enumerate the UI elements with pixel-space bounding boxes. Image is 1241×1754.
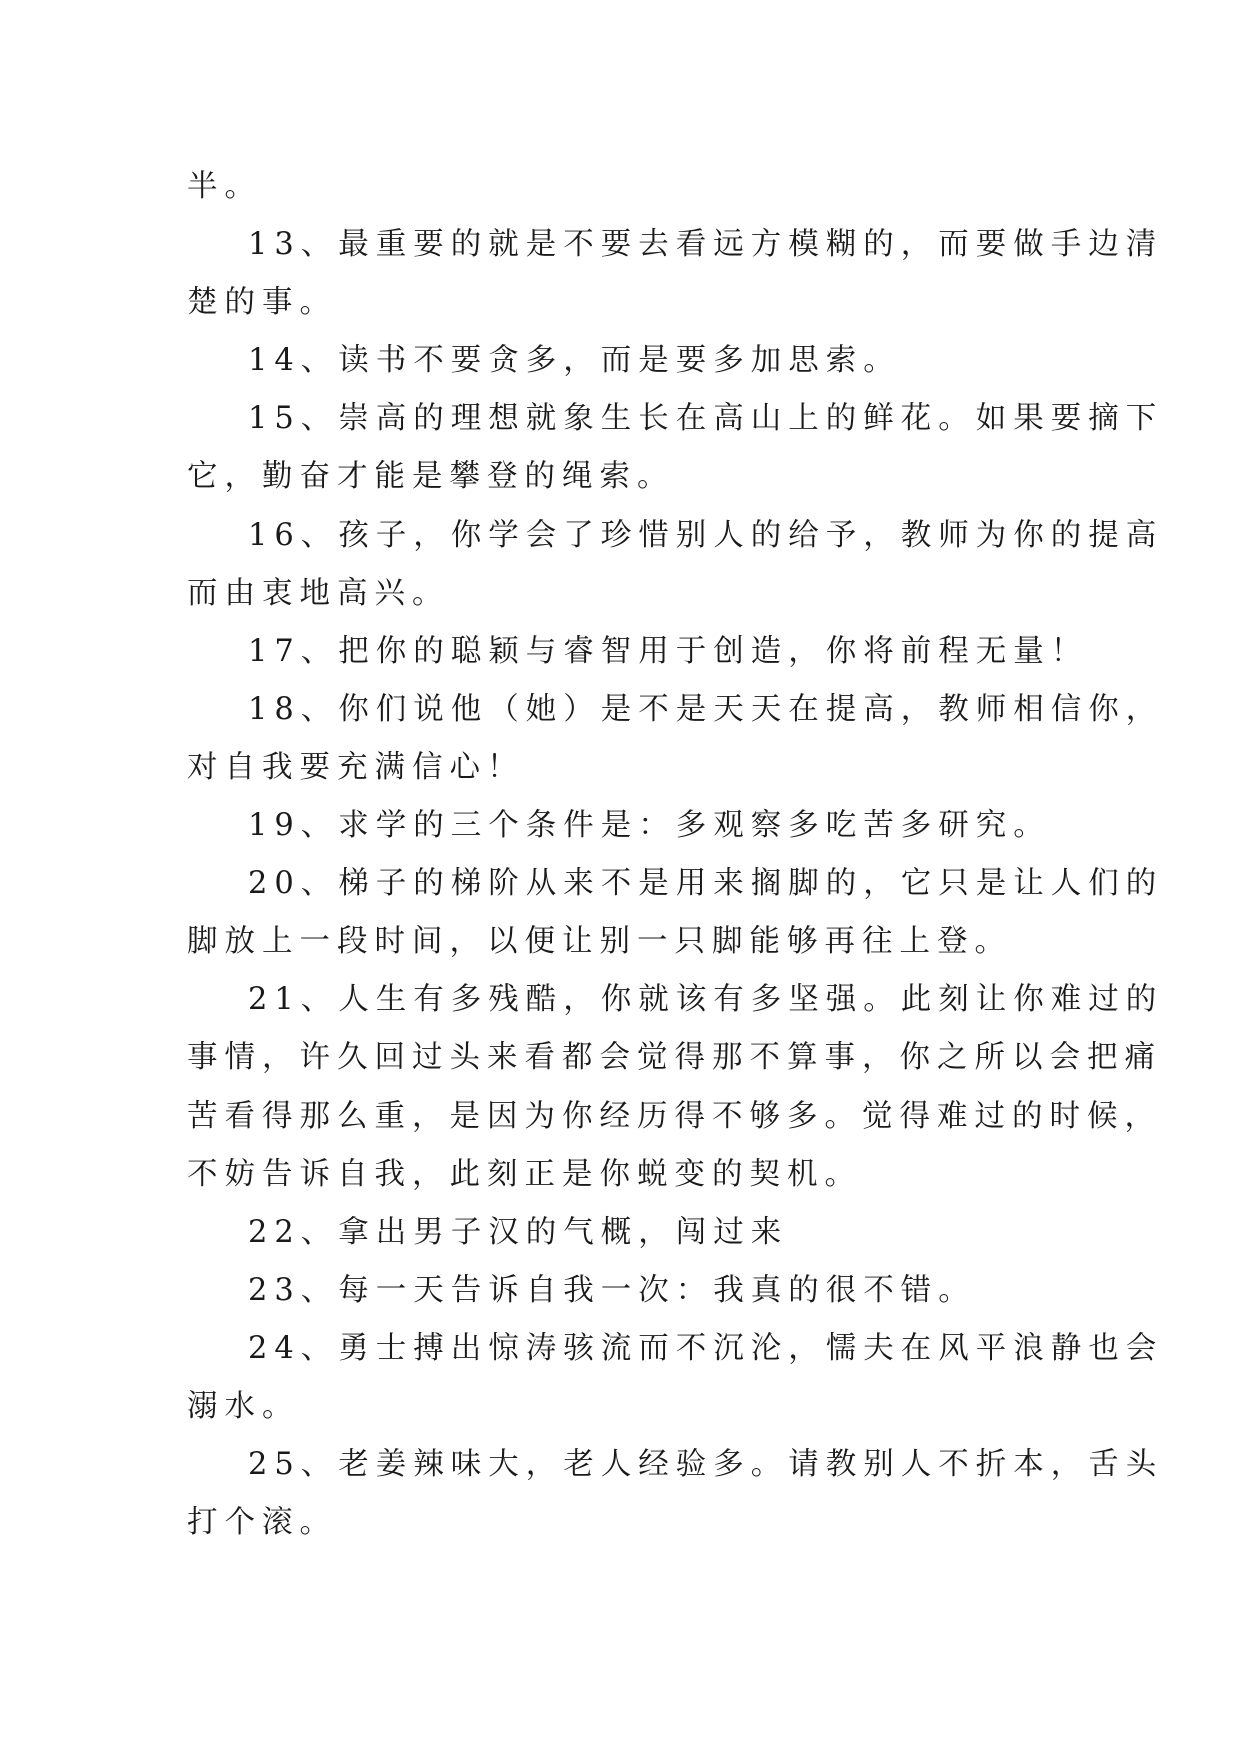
text-line: 打个滚。 [187, 1505, 337, 1541]
text-line-item-21: 21、人生有多残酷，你就该有多坚强。此刻让你难过的 [248, 982, 1164, 1018]
text-line-item-17: 17、把你的聪颖与睿智用于创造，你将前程无量！ [248, 633, 1089, 669]
text-line: 而由衷地高兴。 [187, 575, 450, 611]
text-line-item-18: 18、你们说他（她）是不是天天在提高，教师相信你， [248, 691, 1164, 727]
text-line-item-13: 13、最重要的就是不要去看远方模糊的，而要做手边清 [248, 227, 1164, 263]
text-line: 对自我要充满信心！ [187, 749, 525, 785]
text-line-item-24: 24、勇士搏出惊涛骇流而不沉沦，懦夫在风平浪静也会 [248, 1330, 1164, 1366]
text-line-item-15: 15、崇高的理想就象生长在高山上的鲜花。如果要摘下 [248, 401, 1164, 437]
text-line-item-14: 14、读书不要贪多，而是要多加思索。 [248, 343, 901, 379]
text-line: 它，勤奋才能是攀登的绳索。 [187, 459, 675, 495]
text-line-item-22: 22、拿出男子汉的气概，闯过来 [248, 1214, 789, 1250]
text-line: 不妨告诉自我，此刻正是你蜕变的契机。 [187, 1156, 862, 1192]
text-line-item-19: 19、求学的三个条件是：多观察多吃苦多研究。 [248, 808, 1051, 844]
text-line-item-16: 16、孩子，你学会了珍惜别人的给予，教师为你的提高 [248, 517, 1164, 553]
text-line-item-23: 23、每一天告诉自我一次：我真的很不错。 [248, 1272, 976, 1308]
text-line: 脚放上一段时间，以便让别一只脚能够再往上登。 [187, 924, 1012, 960]
text-line: 半。 [187, 169, 262, 204]
text-line: 苦看得那么重，是因为你经历得不够多。觉得难过的时候， [187, 1098, 1162, 1134]
document-body [187, 158, 1164, 1552]
text-line-item-25: 25、老姜辣味大，老人经验多。请教别人不折本，舌头 [248, 1447, 1164, 1483]
text-line-item-20: 20、梯子的梯阶从来不是用来搁脚的，它只是让人们的 [248, 866, 1164, 902]
text-line: 事情，许久回过头来看都会觉得那不算事，你之所以会把痛 [187, 1040, 1162, 1076]
text-line: 溺水。 [187, 1388, 300, 1424]
text-line: 楚的事。 [187, 285, 337, 321]
